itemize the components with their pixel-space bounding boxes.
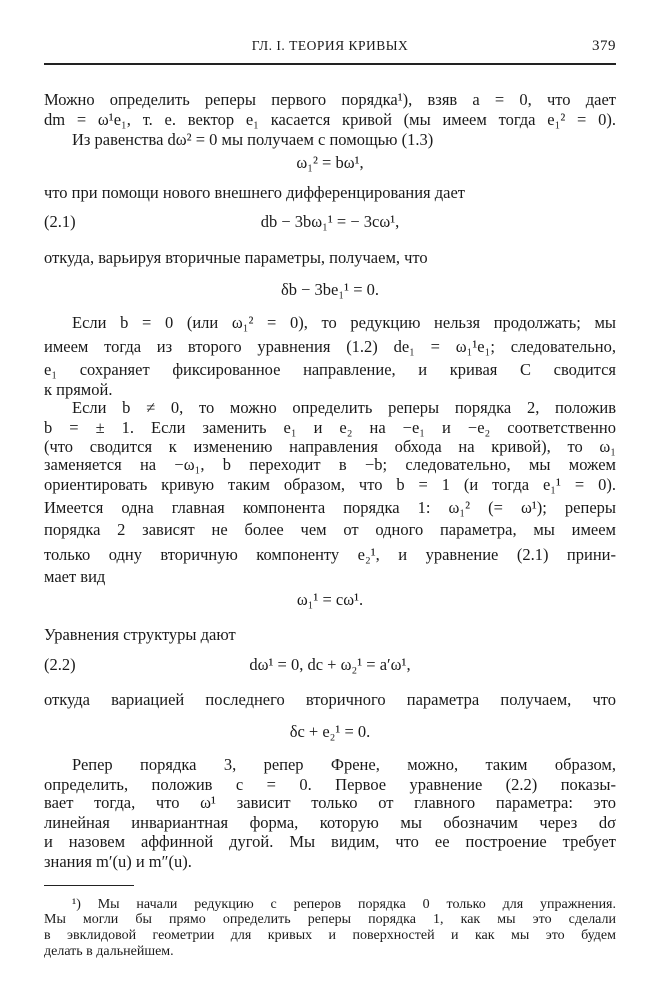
line-text: к прямой. — [44, 380, 113, 399]
line-text: только одну вторичную компоненту e₂¹, и уравнение (2.1) прини- — [44, 545, 616, 564]
line-text: dω¹ = 0, dc + ω₂¹ = a′ω¹, — [249, 655, 411, 674]
text-line — [44, 90, 616, 110]
text-line — [72, 897, 616, 913]
line-text: заменяется на −ω₁, b переходит в −b; следовательно, мы можем — [44, 455, 616, 474]
line-text: (что сводится к изменению направления обхода на кривой), то ω₁ — [44, 437, 616, 456]
line-text: e₁ сохраняет фиксированное направление, и кривая C сводится — [44, 360, 616, 379]
text-line — [44, 775, 616, 795]
text-line — [44, 183, 616, 203]
text-line — [44, 337, 616, 357]
text-line — [44, 832, 616, 852]
text-line — [44, 690, 616, 710]
equation-line — [44, 655, 616, 675]
text-line — [44, 793, 616, 813]
line-text: порядка 2 зависят не более чем от одного параметра, мы имеем — [44, 520, 616, 539]
line-text: b = ± 1. Если заменить e₁ и e₂ на −e₁ и −e₂ соответственно — [44, 418, 616, 437]
equation-line — [44, 590, 616, 610]
line-text: откуда, варьируя вторичные параметры, получаем, что — [44, 248, 428, 267]
text-line — [44, 498, 616, 518]
line-text: Из равенства dω² = 0 мы получаем с помощью (1.3) — [72, 130, 434, 149]
line-text: в эвклидовой геометрии для кривых и поверхностей и как мы это будем — [44, 928, 616, 943]
line-text: δb − 3be₁¹ = 0. — [280, 280, 380, 299]
line-text: Можно определить реперы первого порядка¹), взяв a = 0, что дает — [44, 90, 616, 109]
line-text: что при помощи нового внешнего дифференцирования дает — [44, 183, 466, 202]
text-line — [44, 813, 616, 833]
text-line — [44, 360, 616, 380]
text-line — [72, 755, 616, 775]
text-line — [44, 545, 616, 565]
equation-line — [44, 280, 616, 300]
text-line — [44, 475, 616, 495]
text-line — [44, 944, 616, 960]
text-line — [72, 130, 616, 150]
text-line — [44, 455, 616, 475]
equation-line — [44, 212, 616, 232]
line-text: определить, положив c = 0. Первое уравнение (2.2) показы- — [44, 775, 616, 794]
text-line — [44, 912, 616, 928]
text-line — [72, 398, 616, 418]
line-text: ориентировать кривую таким образом, что b = 1 (и тогда e₁¹ = 0). — [44, 475, 616, 494]
line-text: Репер порядка 3, репер Френе, можно, таким образом, — [72, 755, 616, 774]
footnote-rule — [44, 885, 134, 886]
line-text: линейная инвариантная форма, которую мы обозначим через dσ — [44, 813, 616, 832]
text-line — [44, 567, 616, 587]
line-text: Уравнения структуры дают — [44, 625, 236, 644]
line-text: мает вид — [44, 567, 106, 586]
line-text: знания m′(u) и m″(u). — [44, 852, 192, 871]
text-line — [72, 313, 616, 333]
line-text: имеем тогда из второго уравнения (1.2) de₁ = ω₁¹e₁; следовательно, — [44, 337, 616, 356]
line-text: ω₁¹ = cω¹. — [296, 590, 364, 609]
equation-number: (2.1) — [44, 212, 76, 231]
line-text: Мы могли бы прямо определить реперы порядка 1, как мы это сделали — [44, 912, 616, 927]
text-line — [44, 248, 616, 268]
line-text: δc + e₂¹ = 0. — [289, 722, 371, 741]
line-text: ¹) Мы начали редукцию с реперов порядка 0 только для упражнения. — [72, 897, 616, 912]
line-text: и назовем аффинной дугой. Мы видим, что ее построение требует — [44, 832, 616, 851]
chapter-title: ГЛ. I. ТЕОРИЯ КРИВЫХ — [251, 38, 409, 53]
text-line — [44, 437, 616, 457]
text-line — [44, 110, 616, 130]
equation-line — [44, 153, 616, 173]
line-text: вает тогда, что ω¹ зависит только от главного параметра: это — [44, 793, 616, 812]
text-line — [44, 418, 616, 438]
line-text: делать в дальнейшем. — [44, 944, 174, 959]
line-text: ω₁² = bω¹, — [296, 153, 364, 172]
running-header — [44, 38, 616, 58]
header-rule — [44, 63, 616, 65]
text-line — [44, 520, 616, 540]
equation-number: (2.2) — [44, 655, 76, 674]
line-text: db − 3bω₁¹ = − 3cω¹, — [260, 212, 400, 231]
line-text: Если b ≠ 0, то можно определить реперы порядка 2, положив — [72, 398, 616, 417]
text-line — [44, 625, 616, 645]
line-text: Имеется одна главная компонента порядка 1: ω₁² (= ω¹); реперы — [44, 498, 616, 517]
line-text: откуда вариацией последнего вторичного параметра получаем, что — [44, 690, 616, 709]
line-text: Если b = 0 (или ω₁² = 0), то редукцию нельзя продолжать; мы — [72, 313, 616, 332]
page-number: 379 — [592, 38, 616, 54]
equation-line — [44, 722, 616, 742]
text-line — [44, 928, 616, 944]
line-text: dm = ω¹e₁, т. е. вектор e₁ касается кривой (мы имеем тогда e₁² = 0). — [44, 110, 616, 129]
text-line — [44, 380, 616, 400]
text-line — [44, 852, 616, 872]
